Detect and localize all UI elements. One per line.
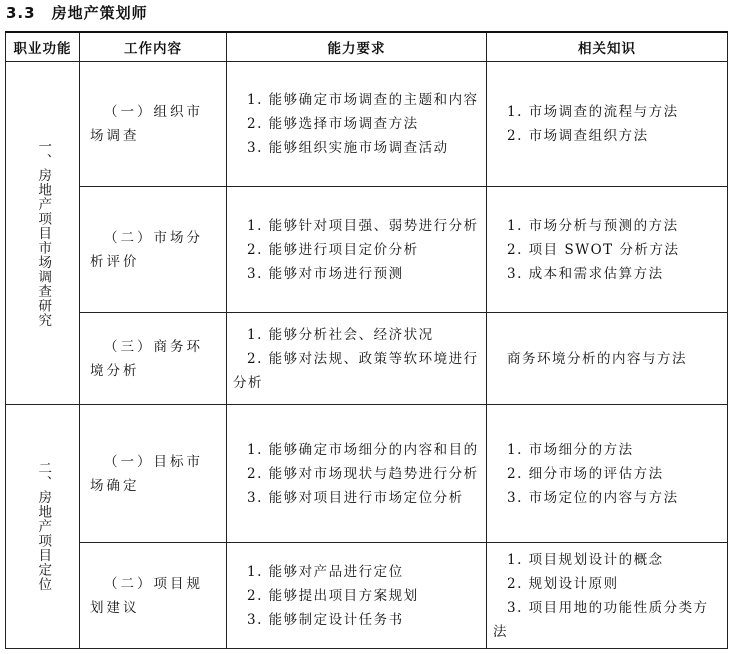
content-cell — [80, 405, 227, 543]
table-header-row — [6, 32, 728, 62]
content-cell — [80, 187, 227, 313]
table-row — [6, 543, 728, 649]
knowledge-item: 1. 市场调查的流程与方法 — [507, 104, 679, 120]
knowledge-item: 2. 细分市场的评估方法 — [507, 465, 664, 482]
ability-item: 2. 能够对法规、政策等软环境进行分析 — [233, 350, 479, 391]
function-cell-2 — [6, 405, 80, 649]
ability-item: 1. 能够确定市场细分的内容和目的 — [247, 441, 479, 458]
ability-item: 1. 能够针对项目强、弱势进行分析 — [247, 217, 479, 234]
knowledge-item: 2. 项目 SWOT 分析方法 — [507, 241, 680, 258]
content-label: （一）目标市场确定 — [90, 453, 203, 494]
ability-item: 2. 能够选择市场调查方法 — [247, 116, 419, 132]
content-label: （一）组织市场调查 — [90, 104, 203, 144]
ability-item: 3. 能够对项目进行市场定位分析 — [247, 489, 464, 506]
content-cell — [80, 313, 227, 405]
knowledge-item: 2. 规划设计原则 — [507, 575, 619, 592]
content-cell — [80, 543, 227, 649]
table-row — [6, 62, 728, 187]
ability-cell — [227, 405, 487, 543]
function-label: 二、房地产项目定位 — [35, 461, 52, 592]
knowledge-cell — [487, 62, 728, 187]
ability-cell — [227, 313, 487, 405]
ability-item: 2. 能够对市场现状与趋势进行分析 — [247, 465, 479, 482]
knowledge-item: 1. 市场细分的方法 — [507, 441, 634, 458]
ability-item: 3. 能够制定设计任务书 — [247, 611, 404, 628]
knowledge-item: 2. 市场调查组织方法 — [507, 128, 649, 144]
content-label: （二）项目规划建议 — [90, 575, 203, 616]
knowledge-item: 3. 成本和需求估算方法 — [507, 265, 664, 282]
content-label: （三）商务环境分析 — [90, 338, 203, 379]
table-row — [6, 187, 728, 313]
ability-item: 2. 能够提出项目方案规划 — [247, 587, 419, 604]
table-row — [6, 313, 728, 405]
function-label: 一、房地产项目市场调查研究 — [35, 138, 52, 328]
knowledge-item: 1. 项目规划设计的概念 — [507, 551, 664, 568]
knowledge-item: 商务环境分析的内容与方法 — [507, 350, 687, 367]
section-title: 3.3 房地产策划师 — [6, 4, 148, 22]
knowledge-cell — [487, 313, 728, 405]
ability-item: 1. 能够对产品进行定位 — [247, 563, 404, 580]
header-ability: 能力要求 — [227, 32, 487, 62]
content-label: （二）市场分析评价 — [90, 229, 203, 270]
header-content: 工作内容 — [80, 32, 227, 62]
ability-item: 2. 能够进行项目定价分析 — [247, 241, 419, 258]
content-cell — [80, 62, 227, 187]
header-knowledge: 相关知识 — [487, 32, 728, 62]
knowledge-cell — [487, 405, 728, 543]
header-function: 职业功能 — [6, 32, 80, 62]
ability-item: 1. 能够分析社会、经济状况 — [247, 326, 434, 343]
ability-cell — [227, 543, 487, 649]
ability-cell — [227, 62, 487, 187]
knowledge-item: 1. 市场分析与预测的方法 — [507, 217, 679, 234]
ability-item: 3. 能够对市场进行预测 — [247, 265, 404, 282]
knowledge-item: 3. 项目用地的功能性质分类方法 — [493, 599, 709, 640]
table-row — [6, 405, 728, 543]
knowledge-item: 3. 市场定位的内容与方法 — [507, 489, 679, 506]
knowledge-cell — [487, 543, 728, 649]
ability-item: 3. 能够组织实施市场调查活动 — [247, 140, 449, 156]
function-cell-1 — [6, 62, 80, 405]
knowledge-cell — [487, 187, 728, 313]
ability-cell — [227, 187, 487, 313]
ability-item: 1. 能够确定市场调查的主题和内容 — [247, 92, 479, 108]
occupation-spec-table — [5, 31, 728, 649]
